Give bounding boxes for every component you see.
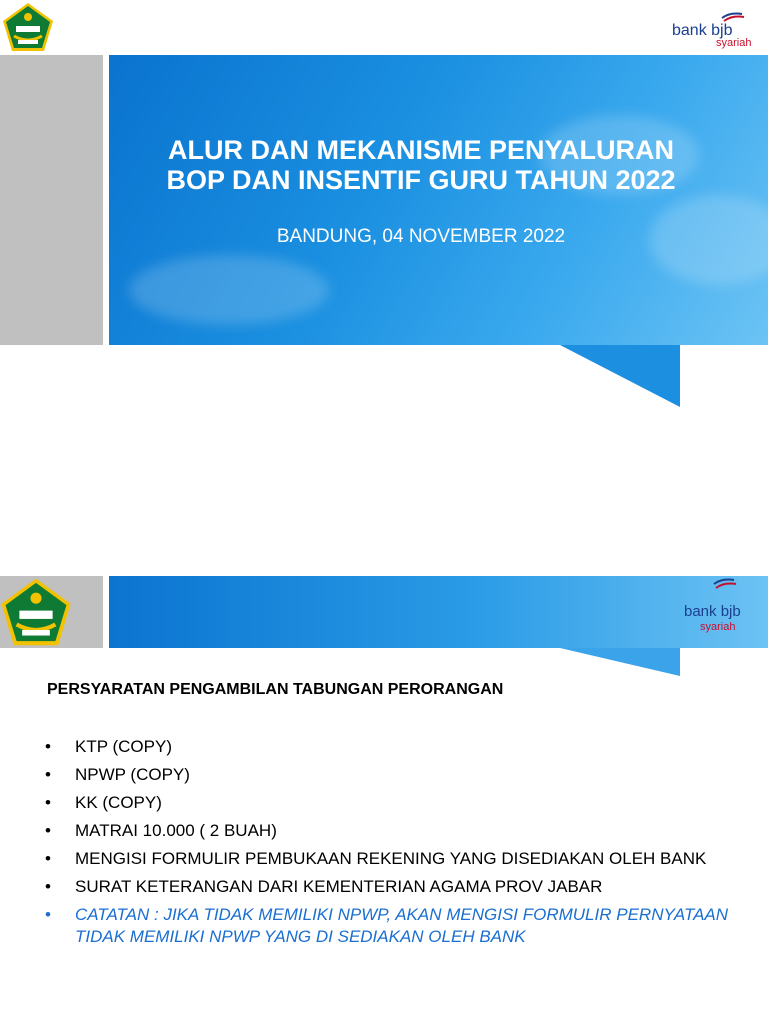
speech-tail-shape	[560, 345, 680, 407]
bank-bjb-syariah-logo	[684, 578, 764, 634]
gray-side-bar	[0, 55, 103, 345]
bullet-icon: •	[45, 821, 51, 840]
bank-logo-text: bank bjb	[684, 603, 741, 620]
bank-bjb-logo-icon	[670, 10, 760, 50]
bullet-icon: •	[45, 793, 51, 812]
kemenag-emblem-icon	[2, 2, 54, 52]
bank-logo-text: bank bjb	[672, 22, 733, 39]
title-line-1: ALUR DAN MEKANISME PENYALURAN	[167, 135, 675, 165]
speech-tail-shape	[560, 648, 680, 676]
blue-header-panel	[109, 576, 768, 648]
title-line-2: BOP DAN INSENTIF GURU TAHUN 2022	[166, 165, 676, 195]
kemenag-emblem-icon	[0, 576, 72, 648]
bullet-icon: •	[45, 849, 51, 868]
list-item: • KK (COPY)	[45, 793, 162, 812]
bullet-icon: •	[45, 765, 51, 784]
bullet-icon: •	[45, 905, 51, 924]
bank-logo-subtext: syariah	[700, 621, 736, 633]
presentation-title	[109, 135, 733, 195]
requirements-list	[45, 736, 745, 954]
list-item: • NPWP (COPY)	[45, 765, 190, 784]
bullet-icon: •	[45, 877, 51, 896]
requirements-slide	[0, 576, 768, 1024]
note-item: • CATATAN : JIKA TIDAK MEMILIKI NPWP, AKAN MENGISI FORMULIR PERNYATAAN TIDAK MEMILIKI NPWP YANG DI SEDIAKAN OLEH BANK	[45, 905, 729, 946]
list-item: • MATRAI 10.000 ( 2 BUAH)	[45, 821, 277, 840]
section-heading: PERSYARATAN PENGAMBILAN TABUNGAN PERORANGAN	[47, 681, 504, 698]
list-item: • KTP (COPY)	[45, 737, 172, 756]
bank-bjb-syariah-logo	[670, 10, 760, 50]
bank-logo-subtext: syariah	[716, 37, 752, 49]
list-item: • SURAT KETERANGAN DARI KEMENTERIAN AGAMA PROV JABAR	[45, 877, 603, 896]
blue-sky-panel	[109, 55, 768, 345]
list-item: • MENGISI FORMULIR PEMBUKAAN REKENING YANG DISEDIAKAN OLEH BANK	[45, 849, 707, 868]
bank-bjb-logo-icon	[684, 578, 764, 634]
bullet-icon: •	[45, 737, 51, 756]
presentation-subtitle: BANDUNG, 04 NOVEMBER 2022	[276, 226, 566, 247]
